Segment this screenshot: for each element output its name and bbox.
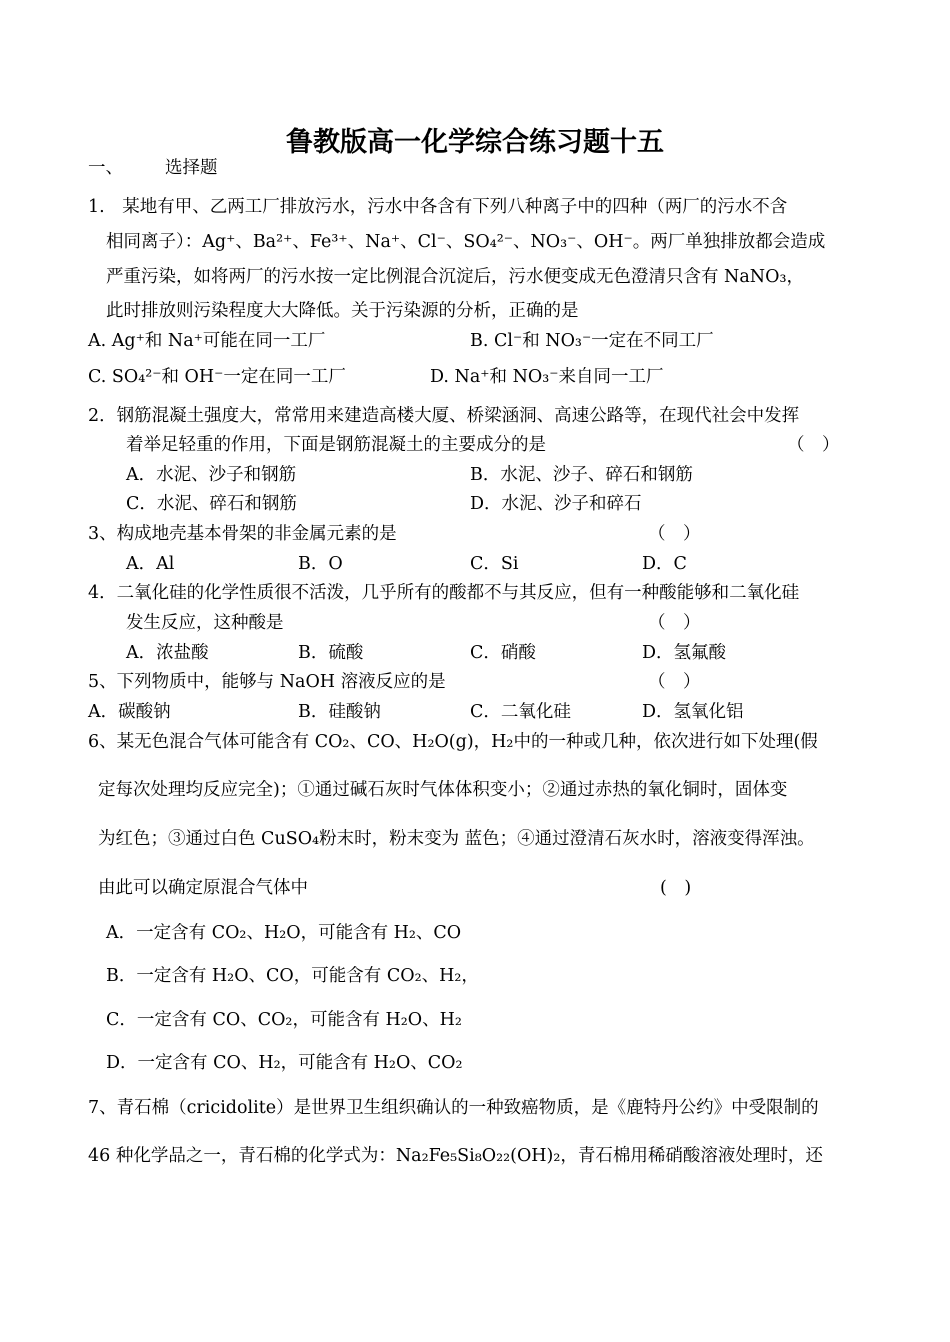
q6-line-1: 6、某无色混合气体可能含有 CO₂、CO、H₂O(g)，H₂中的一种或几种，依次进行如下处理(假 (88, 732, 818, 752)
q5-option-a: A．碳酸钠 (88, 702, 171, 722)
q2-option-d: D．水泥、沙子和碎石 (470, 494, 642, 514)
q2-option-a: A．水泥、沙子和钢筋 (126, 465, 297, 485)
q2-option-b: B．水泥、沙子、碎石和钢筋 (470, 465, 693, 485)
q6-line-2: 定每次处理均反应完全)；①通过碱石灰时气体体积变小；②通过赤热的氧化铜时，固体变 (98, 780, 788, 800)
q1-line-1: 1. 某地有甲、乙两工厂排放污水，污水中各含有下列八种离子中的四种（两厂的污水不含 (88, 197, 788, 217)
q5-option-c: C．二氧化硅 (470, 702, 571, 722)
page-title: 鲁教版高一化学综合练习题十五 (286, 127, 664, 158)
q7-line-2: 46 种化学品之一，青石棉的化学式为：Na₂Fe₅Si₈O₂₂(OH)₂，青石棉用稀硝酸溶液处理时，还 (88, 1146, 823, 1166)
q4-line-2: 发生反应，这种酸是 (126, 613, 284, 633)
q6-option-d: D．一定含有 CO、H₂，可能含有 H₂O、CO₂ (106, 1053, 463, 1073)
q6-option-a: A．一定含有 CO₂、H₂O，可能含有 H₂、CO (106, 923, 462, 943)
q6-option-c: C．一定含有 CO、CO₂，可能含有 H₂O、H₂ (106, 1010, 462, 1030)
q4-option-c: C．硝酸 (470, 643, 536, 663)
q3-option-c: C．Si (470, 554, 519, 574)
q6-line-4: 由此可以确定原混合气体中 (98, 878, 308, 898)
q4-line-1: 4．二氧化硅的化学性质很不活泼，几乎所有的酸都不与其反应，但有一种酸能够和二氧化硅 (88, 583, 800, 603)
q1-line-4: 此时排放则污染程度大大降低。关于污染源的分析，正确的是 (106, 301, 579, 321)
q1-option-a: A. Ag⁺和 Na⁺可能在同一工厂 (88, 331, 326, 351)
q5-option-b: B．硅酸钠 (298, 702, 381, 722)
q7-line-1: 7、青石棉（cricidolite）是世界卫生组织确认的一种致癌物质，是《鹿特丹公约》中受限制的 (88, 1098, 819, 1118)
q2-option-c: C．水泥、碎石和钢筋 (126, 494, 297, 514)
q1-line-3: 严重污染，如将两厂的污水按一定比例混合沉淀后，污水便变成无色澄清只含有 NaNO₃， (106, 267, 804, 287)
q3-option-b: B．O (298, 554, 343, 574)
q1-option-d: D. Na⁺和 NO₃⁻来自同一工厂 (430, 367, 664, 387)
section-number: 一、 (88, 158, 123, 178)
section-label: 选择题 (165, 158, 218, 178)
q4-option-b: B．硫酸 (298, 643, 364, 663)
q6-line-3: 为红色；③通过白色 CuSO₄粉末时，粉末变为 蓝色；④通过澄清石灰水时，溶液变得浑浊。 (98, 829, 815, 849)
q1-line-2: 相同离子）：Ag⁺、Ba²⁺、Fe³⁺、Na⁺、Cl⁻、SO₄²⁻、NO₃⁻、OH⁻。两厂单独排放都会造成 (106, 232, 826, 252)
q1-option-c: C. SO₄²⁻和 OH⁻一定在同一工厂 (88, 367, 346, 387)
q6-option-b: B．一定含有 H₂O、CO，可能含有 CO₂、H₂， (106, 966, 479, 986)
q4-option-a: A．浓盐酸 (126, 643, 209, 663)
q3-option-a: A．Al (126, 554, 175, 574)
q2-line-2: 着举足轻重的作用，下面是钢筋混凝土的主要成分的是 (126, 435, 546, 455)
q4-answer-bracket: （ ） (648, 613, 701, 633)
q3-line-1: 3、构成地壳基本骨架的非金属元素的是 (88, 524, 397, 544)
q2-line-1: 2．钢筋混凝土强度大，常常用来建造高楼大厦、桥梁涵洞、高速公路等，在现代社会中发挥 (88, 406, 800, 426)
q5-line-1: 5、下列物质中，能够与 NaOH 溶液反应的是 (88, 672, 446, 692)
q5-option-d: D．氢氧化铝 (642, 702, 744, 722)
q3-answer-bracket: （ ） (648, 524, 701, 544)
q1-option-b: B. Cl⁻和 NO₃⁻一定在不同工厂 (470, 331, 714, 351)
q5-answer-bracket: （ ） (648, 672, 701, 692)
q4-option-d: D．氢氟酸 (642, 643, 727, 663)
q3-option-d: D．C (642, 554, 687, 574)
q2-answer-bracket: （ ） (787, 435, 840, 455)
q6-answer-bracket: ( ) (660, 878, 692, 898)
